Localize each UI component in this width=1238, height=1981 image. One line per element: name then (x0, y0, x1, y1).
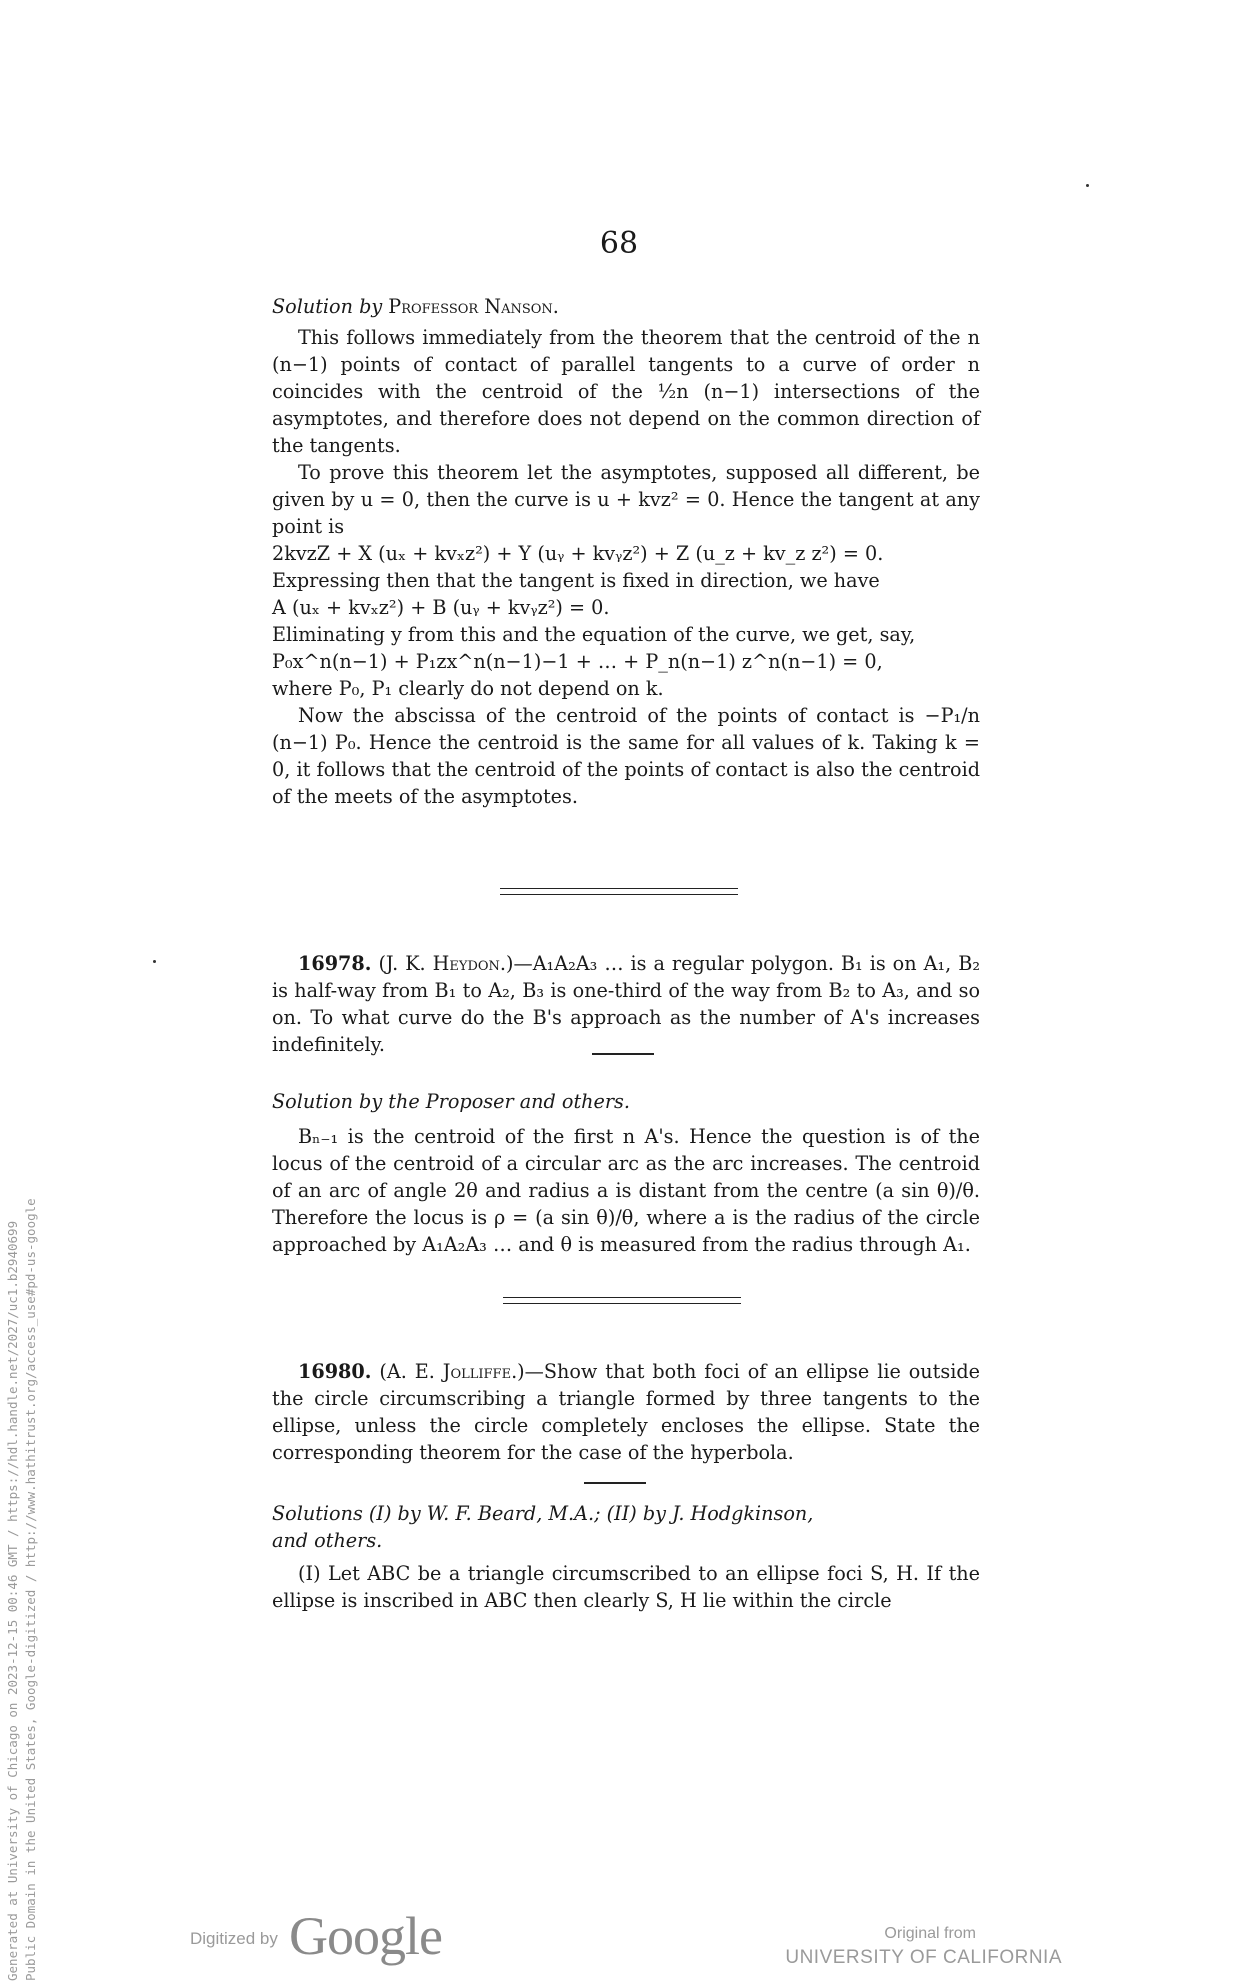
nanson-solution (272, 293, 980, 810)
nanson-para2: To prove this theorem let the asymptotes, supposed all different, be given by u = 0, then the curve is u + kvz² = 0. Hence the tangent at any point is (272, 461, 980, 538)
q16978-solution-heading: Solution by the Proposer and others. (272, 1090, 631, 1113)
q16978-author: (J. K. Heydon.) (378, 952, 514, 975)
google-logo: Google (289, 1906, 442, 1966)
nanson-line3: Expressing then that the tangent is fixed in direction, we have (272, 569, 880, 592)
nanson-para1: This follows immediately from the theorem that the centroid of the n (n−1) points of contact of parallel tangents to a curve of order n coincides with the centroid of the ½n (n−1) intersections of the asymptotes, and therefore does not depend on the common direction of the tangents. (272, 326, 980, 457)
q16980-solutions-heading: Solutions (I) by W. F. Beard, M.A.; (II) by J. Hodgkinson, (272, 1502, 814, 1525)
university-label: UNIVERSITY OF CALIFORNIA (785, 1947, 1062, 1968)
digitized-by-label: Digitized by (190, 1929, 278, 1948)
scan-speck (1086, 184, 1089, 187)
q16980-author: (A. E. Jolliffe.) (379, 1360, 525, 1383)
nanson-heading: Solution by Professor Nanson. (272, 295, 559, 318)
q16978-solution: Bₙ₋₁ is the centroid of the first n A's. Hence the question is of the locus of the centroid of a circular arc as the arc increases. The centroid of an arc of angle 2θ and radius a is distant from the centre (a sin θ)/θ. Therefore the locus is ρ = (a sin θ)/θ, where a is the radius of the circle approached by A₁A₂A₃ … and θ is measured from the radius through A₁. (272, 1125, 980, 1256)
scan-speck (153, 960, 156, 963)
q16980-solution: (I) Let ABC be a triangle circumscribed to an ellipse foci S, H. If the ellipse is inscribed in ABC then clearly S, H lie within the circle (272, 1562, 980, 1612)
q16980-solutions-heading-2: and others. (272, 1529, 383, 1552)
nanson-eq1: 2kvzZ + X (uₓ + kvₓz²) + Y (uᵧ + kvᵧz²) + Z (u_z + kv_z z²) = 0. (272, 542, 884, 565)
q16978-statement (272, 950, 980, 1058)
original-from-label: Original from (884, 1925, 976, 1942)
section-rule (503, 1297, 741, 1298)
q16978-text: —A₁A₂A₃ … is a regular polygon. B₁ is on A₁, B₂ is half-way from B₁ to A₂, B₃ is one-third of the way from B₂ to A₃, and so on. To what curve do the B's approach as the number of A's increases indefinitely. (272, 952, 981, 1056)
short-rule (584, 1482, 646, 1484)
section-rule (503, 1303, 741, 1304)
section-rule (500, 888, 738, 889)
q16980-number: 16980. (298, 1360, 372, 1383)
section-rule (500, 894, 738, 895)
q16980-statement (272, 1358, 980, 1466)
nanson-line4: Eliminating y from this and the equation of the curve, we get, say, (272, 623, 916, 646)
short-rule (592, 1053, 654, 1055)
question-16978 (272, 950, 980, 1258)
nanson-eq3: P₀x^n(n−1) + P₁zx^n(n−1)−1 + … + P_n(n−1) z^n(n−1) = 0, (272, 650, 883, 673)
q16978-number: 16978. (298, 952, 372, 975)
access-watermark: Generated at University of Chicago on 2023-12-15 00:46 GMT / https://hdl.handle.net/2027/uc1.b2940699 Public Domain in the United States, Google-digitized / http://www.hathitrust.org/access_use#pd-us-google (5, 1198, 38, 1981)
nanson-para6: Now the abscissa of the centroid of the points of contact is −P₁/n (n−1) P₀. Hence the centroid is the same for all values of k. Taking k = 0, it follows that the centroid of the points of contact is also the centroid of the meets of the asymptotes. (272, 704, 980, 808)
q16980-text: —Show that both foci of an ellipse lie outside the circle circumscribing a triangle formed by three tangents to the ellipse, unless the circle completely encloses the ellipse. State the corresponding theorem for the case of the hyperbola. (272, 1360, 980, 1464)
nanson-line5: where P₀, P₁ clearly do not depend on k. (272, 677, 664, 700)
page-number: 68 (599, 226, 639, 261)
question-16980 (272, 1358, 980, 1614)
nanson-eq2: A (uₓ + kvₓz²) + B (uᵧ + kvᵧz²) = 0. (272, 596, 610, 619)
